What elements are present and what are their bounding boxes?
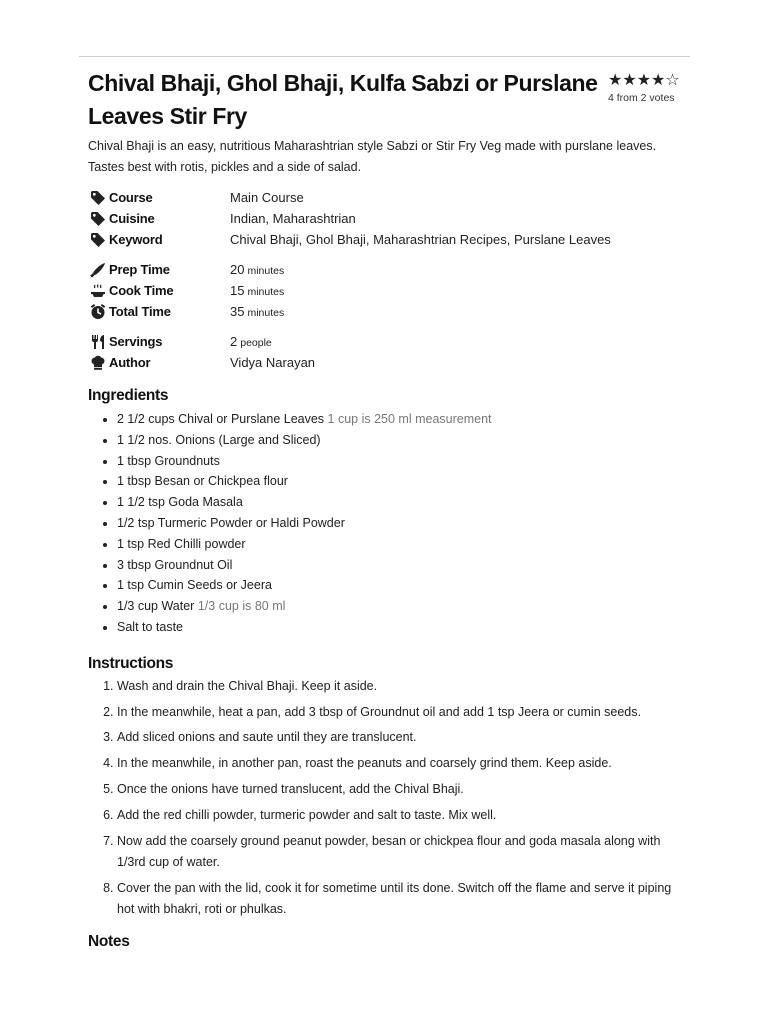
meta-times-group [88,259,688,322]
meta-keyword [88,229,688,250]
recipe-title: Chival Bhaji, Ghol Bhaji, Kulfa Sabzi or Purslane Leaves Stir Fry [88,70,598,129]
knife-icon [88,262,107,278]
cutlery-icon [88,334,107,350]
pan-icon [88,283,107,299]
ingredient-item: • 1/3 cup Water 1/3 cup is 80 ml [117,596,688,617]
instruction-step: 2. In the meanwhile, heat a pan, add 3 tbsp of Groundnut oil and add 1 tsp Jeera or cumin seeds. [117,702,682,724]
meta-prep-time-label: Prep Time [109,262,170,277]
meta-servings-unit: people [240,337,272,349]
rating-votes: 4 from 2 votes [608,92,675,104]
meta-prep-time-unit: minutes [247,265,285,277]
ingredient-item: • 1/2 tsp Turmeric Powder or Haldi Powder [117,513,688,534]
instruction-step: 5. Once the onions have turned translucent, add the Chival Bhaji. [117,779,682,801]
meta-course [88,187,688,208]
meta-total-time [88,301,688,322]
meta-cuisine-label: Cuisine [109,211,155,226]
instruction-step: 7. Now add the coarsely ground peanut powder, besan or chickpea flour and goda masala along with 1/3rd cup of water. [117,831,682,874]
meta-author-label: Author [109,355,151,370]
notes-heading: Notes [88,932,130,950]
meta-cook-time [88,280,688,301]
ingredient-note: 1/3 cup is 80 ml [197,599,286,614]
ingredient-item: • 1 tbsp Besan or Chickpea flour [117,471,688,492]
recipe-card [88,64,688,951]
star-rating-icon[interactable]: ★★★★☆ [608,72,680,89]
tag-icon [88,211,107,227]
tag-icon [88,232,107,248]
instruction-step: 4. In the meanwhile, in another pan, roast the peanuts and coarsely grind them. Keep aside. [117,753,682,775]
ingredient-item: • 1 tsp Red Chilli powder [117,534,688,555]
ingredients-list [88,409,688,638]
tag-icon [88,190,107,206]
instruction-step: 8. Cover the pan with the lid, cook it for sometime until its done. Switch off the flame and serve it piping hot with bhakri, roti or phulkas. [117,878,682,921]
ingredients-heading: Ingredients [88,387,169,404]
meta-servings-label: Servings [109,334,163,349]
meta-tags-group [88,187,688,250]
instructions-heading: Instructions [88,654,174,672]
top-divider [79,56,690,57]
meta-cook-time-unit: minutes [247,286,285,298]
ingredient-item: • 1 1/2 nos. Onions (Large and Sliced) [117,430,688,451]
ingredient-item: • 2 1/2 cups Chival or Purslane Leaves 1 cup is 250 ml measurement [117,409,688,430]
meta-author-value: Vidya Narayan [230,355,316,370]
meta-prep-time [88,259,688,280]
clock-icon [88,304,107,320]
meta-total-time-label: Total Time [109,304,171,319]
instruction-step: 6. Add the red chilli powder, turmeric powder and salt to taste. Mix well. [117,805,682,827]
meta-prep-time-value: 20 [230,262,245,277]
recipe-summary: Chival Bhaji is an easy, nutritious Maharashtrian style Sabzi or Stir Fry Veg made with purslane leaves. Tastes best with rotis, pickles and a side of salad. [88,139,657,174]
meta-cuisine [88,208,688,229]
ingredient-item: • 1 tbsp Groundnuts [117,451,688,472]
meta-cook-time-value: 15 [230,283,245,298]
chef-hat-icon [88,355,107,371]
meta-course-value: Main Course [230,190,304,205]
meta-author [88,352,688,373]
meta-servings [88,331,688,352]
meta-info-group [88,331,688,373]
meta-total-time-unit: minutes [247,307,285,319]
meta-cuisine-value: Indian, Maharashtrian [230,211,356,226]
recipe-rating[interactable] [608,70,698,104]
instruction-step: 3. Add sliced onions and saute until they are translucent. [117,727,682,749]
recipe-header [88,64,688,134]
ingredient-item: • 1 tsp Cumin Seeds or Jeera [117,575,688,596]
ingredient-item: • 3 tbsp Groundnut Oil [117,555,688,576]
instructions-list [88,676,682,921]
meta-keyword-label: Keyword [109,232,163,247]
meta-keyword-value: Chival Bhaji, Ghol Bhaji, Maharashtrian Recipes, Purslane Leaves [230,232,611,247]
recipe-meta [88,187,688,373]
meta-total-time-value: 35 [230,304,245,319]
meta-servings-value[interactable]: 2 [230,334,238,349]
meta-cook-time-label: Cook Time [109,283,174,298]
ingredient-note: 1 cup is 250 ml measurement [327,412,492,426]
meta-course-label: Course [109,190,153,205]
instruction-step: 1. Wash and drain the Chival Bhaji. Keep it aside. [117,676,682,698]
ingredient-item: • Salt to taste [117,617,688,638]
ingredient-item: • 1 1/2 tsp Goda Masala [117,492,688,513]
